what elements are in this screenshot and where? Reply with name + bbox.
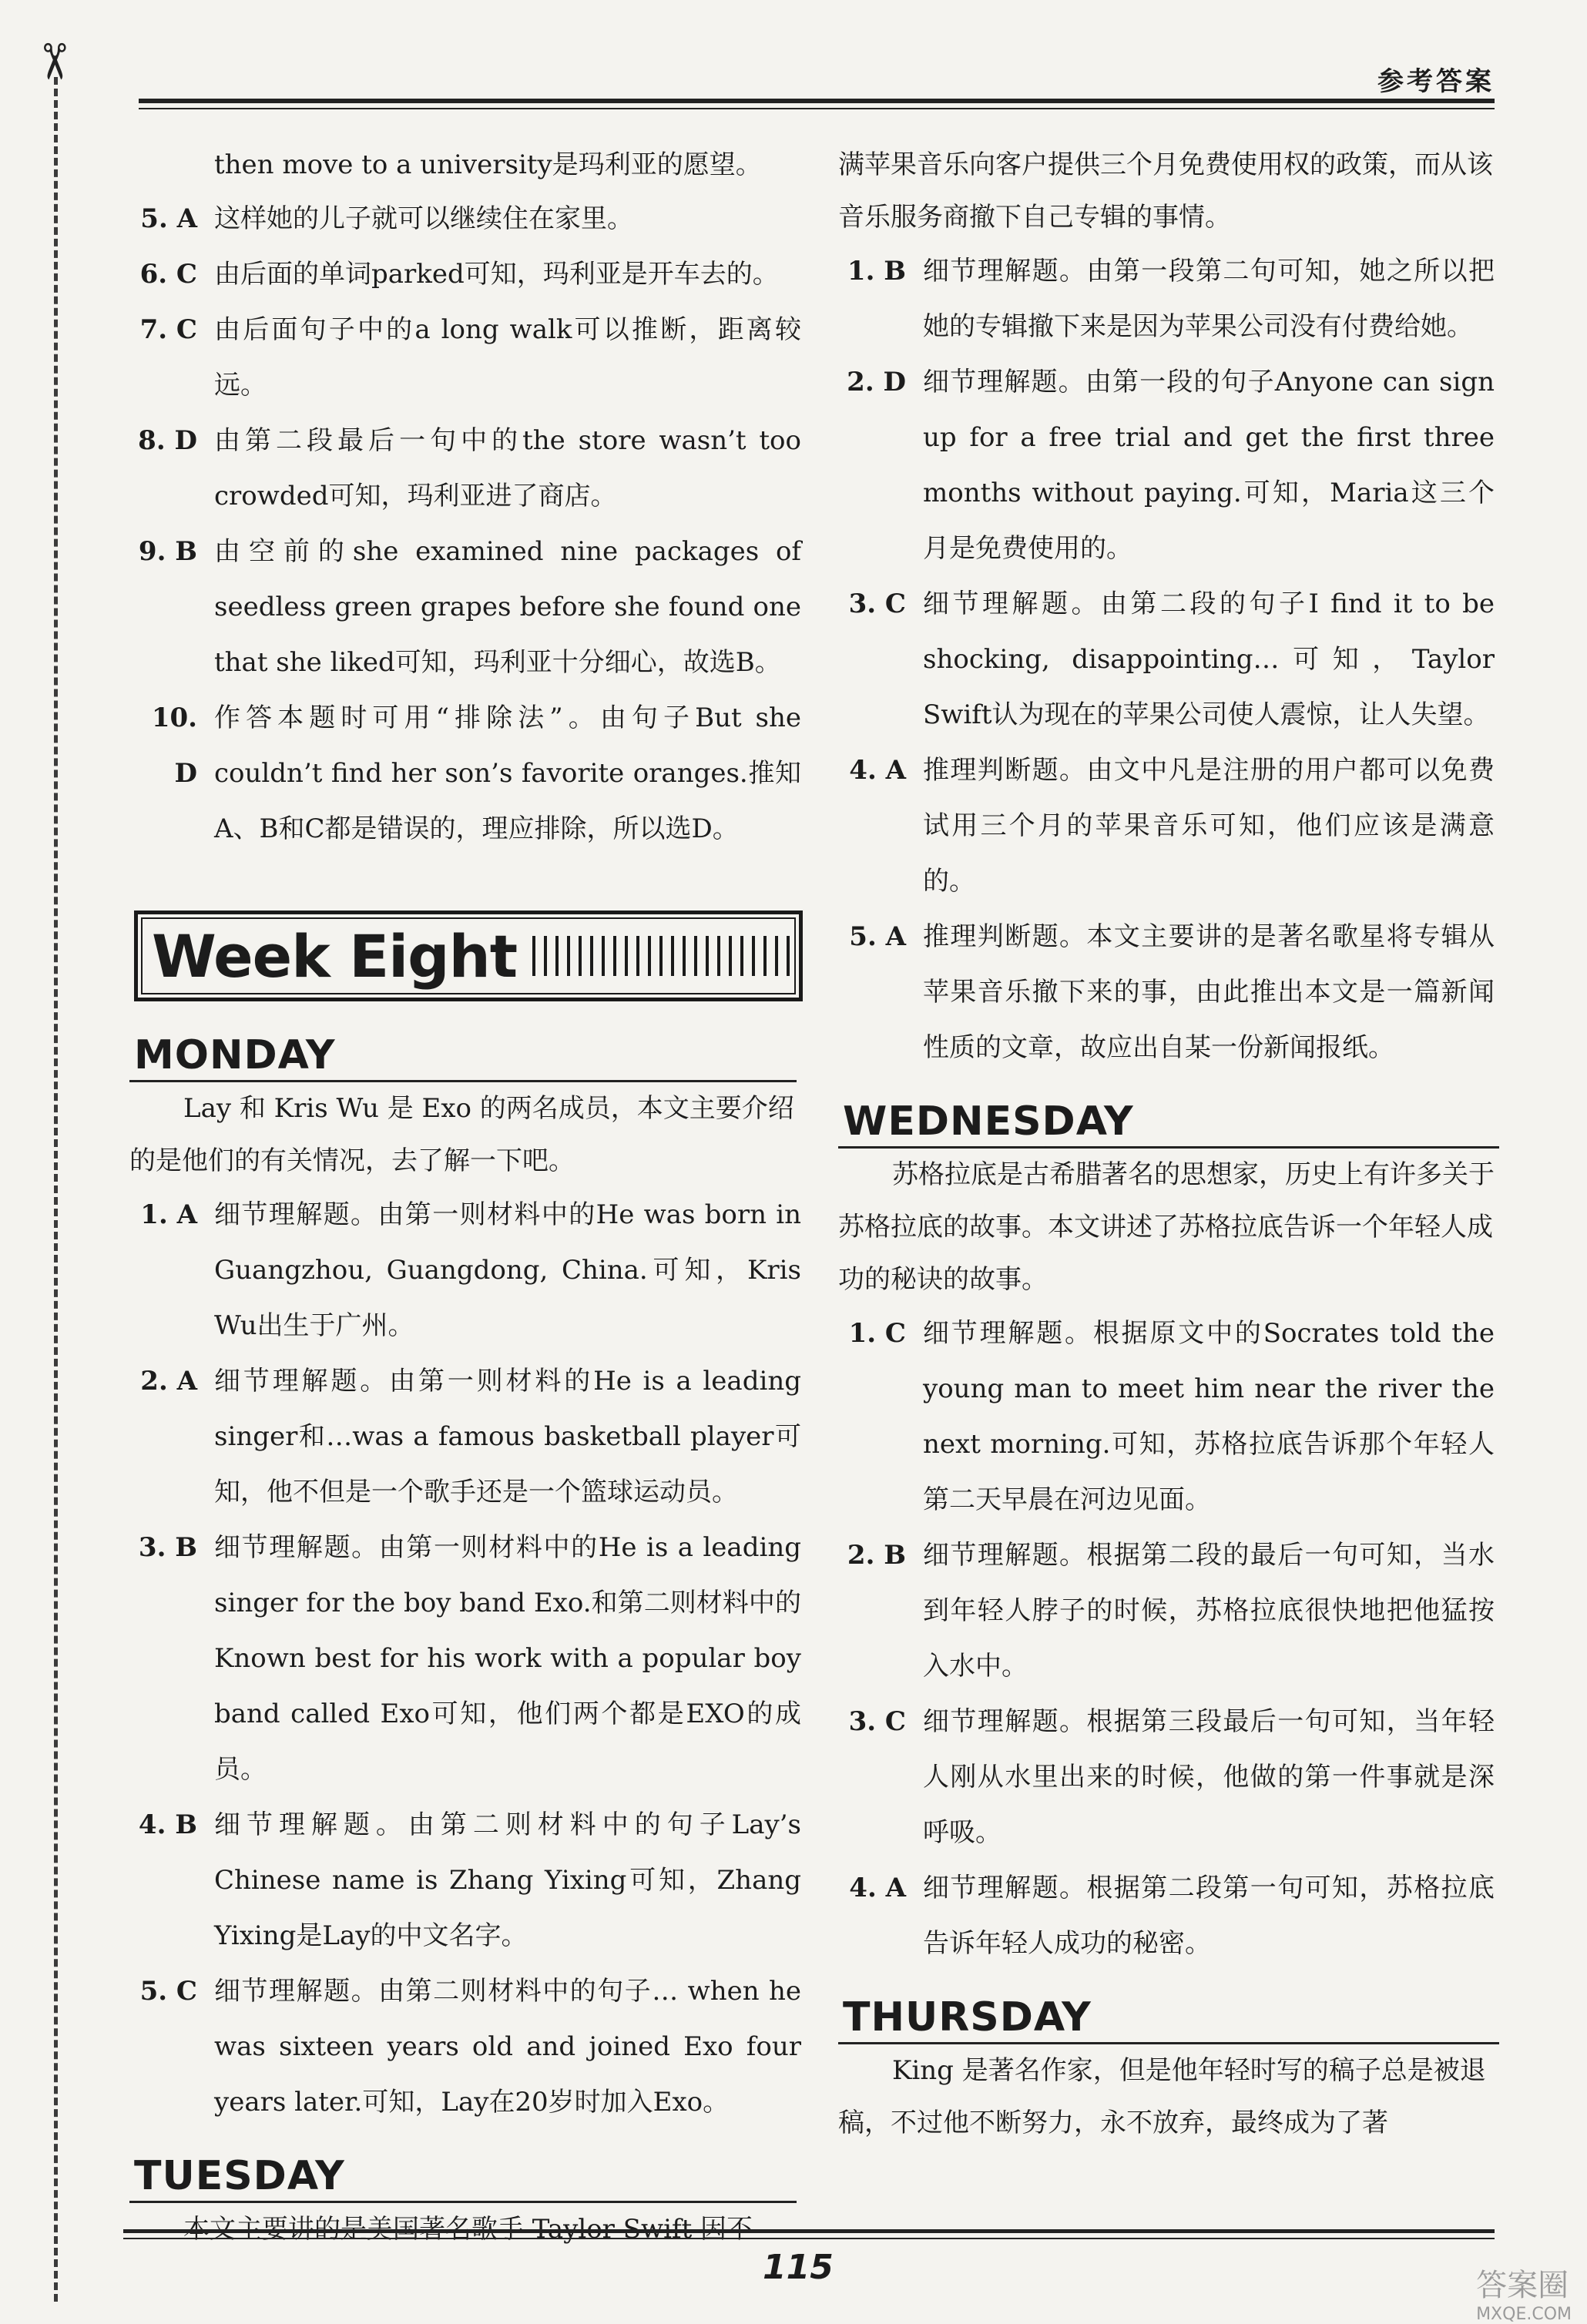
answer-number: 5. C — [139, 1976, 197, 2007]
answer-explanation: 细节理解题。根据第二段第一句可知，苏格拉底告诉年轻人成功的秘密。 — [923, 1873, 1495, 1959]
answer-item — [838, 1528, 1495, 1694]
watermark — [1476, 2261, 1572, 2324]
answer-number: 1. B — [847, 256, 906, 287]
left-column — [129, 139, 801, 2255]
top-rule-thin — [139, 108, 1495, 109]
answer-item — [129, 1520, 801, 1797]
answer-number: 4. A — [849, 1873, 906, 1903]
answer-item — [838, 1694, 1495, 1860]
answer-explanation: 由后面的单词parked可知，玛利亚是开车去的。 — [214, 259, 779, 290]
day-heading-monday: MONDAY — [129, 1025, 797, 1082]
answer-explanation: 细节理解题。由第一则材料中的He was born in Guangzhou, Guangdong, China.可知，Kris Wu出生于广州。 — [214, 1199, 801, 1341]
page-number: 115 — [763, 2248, 834, 2287]
answer-number: 4. B — [138, 1809, 197, 1840]
answer-explanation: 细节理解题。由第二则材料中的句子… when he was sixteen years old and joined Exo four years later.可知，Lay在20岁时加入Exo。 — [214, 1976, 801, 2118]
answer-item — [129, 302, 801, 413]
answer-item — [129, 690, 801, 857]
answer-explanation: 细节理解题。由第一则材料中的He is a leading singer for the boy band Exo.和第二则材料中的Known best for his work with a popular boy band called Exo可知，他们两个都是EXO的成员。 — [214, 1532, 801, 1785]
answer-number: 7. C — [139, 314, 197, 345]
answer-explanation: 细节理解题。由第二则材料中的句子Lay’s Chinese name is Zhang Yixing可知，Zhang Yixing是Lay的中文名字。 — [214, 1809, 801, 1951]
answer-item — [838, 576, 1495, 743]
wednesday-intro: 苏格拉底是古希腊著名的思想家，历史上有许多关于苏格拉底的故事。本文讲述了苏格拉底告诉一个年轻人成功的秘诀的故事。 — [838, 1159, 1495, 1295]
answer-item — [129, 1797, 801, 1963]
answer-item — [838, 909, 1495, 1075]
answer-item — [838, 743, 1495, 909]
answer-item — [129, 413, 801, 524]
answer-number: 1. C — [848, 1318, 906, 1349]
wednesday-answers — [838, 1306, 1495, 1971]
bottom-rule — [123, 2229, 1495, 2233]
answer-explanation: 由第二段最后一句中的the store wasn’t too crowded可知，玛利亚进了商店。 — [214, 425, 801, 511]
answer-item — [838, 1860, 1495, 1971]
answer-number: 6. C — [139, 259, 197, 290]
answer-explanation: 这样她的儿子就可以继续住在家里。 — [214, 203, 633, 234]
thursday-intro: King 是著名作家，但是他年轻时写的稿子总是被退稿，不过他不断努力，永不放弃，最终成为了著 — [838, 2055, 1486, 2138]
tuesday-answers — [838, 243, 1495, 1075]
answer-number: 5. A — [849, 921, 906, 952]
answer-number: 3. C — [848, 1706, 906, 1737]
answer-explanation: 细节理解题。由第二段的句子I find it to be shocking, disappointing…可知，Taylor Swift认为现在的苹果公司使人震惊，让人失望。 — [923, 589, 1495, 730]
answer-explanation: 推理判断题。本文主要讲的是著名歌星将专辑从苹果音乐撤下来的事，由此推出本文是一篇新闻性质的文章，故应出自某一份新闻报纸。 — [923, 921, 1495, 1063]
answer-item — [838, 354, 1495, 576]
answer-explanation: 由后面句子中的a long walk可以推断，距离较远。 — [214, 314, 801, 401]
answer-number: 2. D — [847, 367, 906, 397]
answer-number: 5. A — [140, 203, 197, 234]
answer-explanation: 细节理解题。根据第二段的最后一句可知，当水到年轻人脖子的时候，苏格拉底很快地把他猛按入水中。 — [923, 1540, 1495, 1682]
week-banner — [134, 910, 803, 1001]
answer-item — [129, 191, 801, 246]
answer-number: 3. B — [138, 1532, 197, 1563]
answer-item — [838, 243, 1495, 354]
bottom-rule-thin — [123, 2238, 1495, 2239]
answer-number: 2. B — [847, 1540, 906, 1571]
day-heading-tuesday: TUESDAY — [129, 2145, 797, 2203]
day-heading-wednesday: WEDNESDAY — [838, 1091, 1499, 1149]
continued-text: then move to a university是玛利亚的愿望。 — [214, 149, 762, 180]
watermark-text: 答案圈 — [1476, 2268, 1569, 2303]
answer-item — [129, 1187, 801, 1353]
answer-number: 1. A — [140, 1199, 197, 1230]
tuesday-intro-cont: 满苹果音乐向客户提供三个月免费使用权的政策，而从该音乐服务商撤下自己专辑的事情。 — [838, 149, 1493, 233]
monday-answers — [129, 1187, 801, 2130]
answer-number: 10. D — [151, 703, 197, 789]
answer-explanation: 细节理解题。根据第三段最后一句可知，当年轻人刚从水里出来的时候，他做的第一件事就是深呼吸。 — [923, 1706, 1495, 1848]
answer-number: 9. B — [138, 536, 197, 567]
answers-week-seven-tail — [129, 191, 801, 857]
answer-explanation: 细节理解题。由第一段第二句可知，她之所以把她的专辑撤下来是因为苹果公司没有付费给她。 — [923, 256, 1495, 342]
answer-explanation: 细节理解题。根据原文中的Socrates told the young man to meet him near the river the next morning.可知，苏格拉底告诉那个年轻人第二天早晨在河边见面。 — [923, 1318, 1495, 1515]
answer-explanation: 由空前的she examined nine packages of seedless green grapes before she found one that she liked可知，玛利亚十分细心，故选B。 — [214, 536, 801, 678]
answer-number: 8. D — [138, 425, 197, 456]
monday-intro: Lay 和 Kris Wu 是 Exo 的两名成员，本文主要介绍的是他们的有关情况，去了解一下吧。 — [129, 1093, 794, 1176]
watermark-url: MXQE.COM — [1476, 2305, 1572, 2324]
day-heading-thursday: THURSDAY — [838, 1987, 1499, 2044]
answer-item — [129, 246, 801, 302]
answer-item — [129, 1963, 801, 2130]
answer-item — [129, 524, 801, 690]
decorative-bars — [532, 936, 794, 976]
top-rule — [139, 99, 1495, 103]
answer-number: 3. C — [848, 589, 906, 619]
scissors-icon: ✂ — [24, 41, 82, 82]
answer-item — [129, 1353, 801, 1520]
answer-number: 2. A — [140, 1366, 197, 1397]
answer-explanation: 推理判断题。由文中凡是注册的用户都可以免费试用三个月的苹果音乐可知，他们应该是满意的。 — [923, 755, 1495, 897]
header-title: 参考答案 — [1377, 66, 1495, 97]
tuesday-intro: 本文主要讲的是美国著名歌手 Taylor Swift 因不 — [183, 2214, 753, 2245]
answer-explanation: 细节理解题。由第一则材料的He is a leading singer和…was a famous basketball player可知，他不但是一个歌手还是一个篮球运动员。 — [214, 1366, 801, 1507]
answer-item — [838, 1306, 1495, 1528]
answer-number: 4. A — [849, 755, 906, 786]
cut-line — [54, 77, 58, 2302]
right-column — [838, 139, 1495, 2149]
answer-explanation: 细节理解题。由第一段的句子Anyone can sign up for a free trial and get the first three months without paying.可知，Maria这三个月是免费使用的。 — [923, 367, 1495, 564]
answer-explanation: 作答本题时可用“排除法”。由句子But she couldn’t find her son’s favorite oranges.推知A、B和C都是错误的，理应排除，所以选D。 — [214, 703, 801, 844]
week-title: Week Eight — [152, 921, 518, 991]
